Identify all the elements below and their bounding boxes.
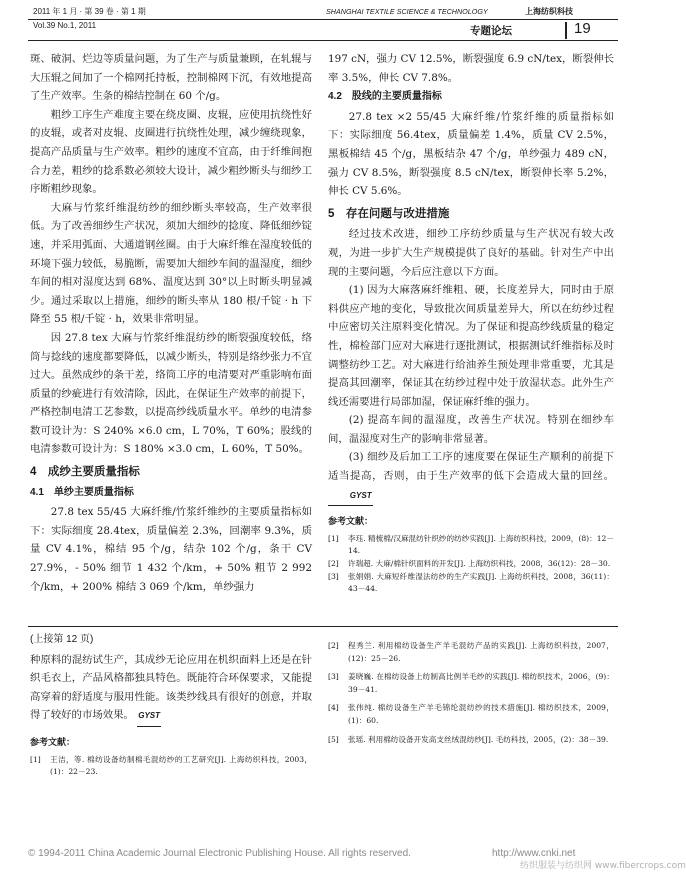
reference-number: [3] <box>328 672 339 682</box>
reference-text: 张娟娟. 大麻短纤维湿法纺纱的生产实践[J]. 上海纺织科技，2008，36(11)：43－44. <box>348 571 614 594</box>
end-mark-logo: GYST <box>328 487 373 507</box>
reference-text: 姜晓巍. 在棉纺设备上纺制高比例羊毛纱的实践[J]. 棉纺织技术，2006，(9)：39－41. <box>348 672 614 694</box>
right-paragraph: 197 cN，强力 CV 12.5%，断裂强度 6.9 cN/tex，断裂伸长率 3.5%，伸长 CV 7.8%。 <box>328 53 614 84</box>
reference-text: 李珏. 精梳棉/汉麻混纺针织纱的纺纱实践[J]. 上海纺织科技，2009，(8)：12－14. <box>348 533 614 556</box>
right-paragraph: (1) 因为大麻落麻纤维粗、硬，长度差异大，同时由于原料供应产地的变化，导致批次间质量差异大，所以在纺纱过程中应密切关注原料变化情况。为了保证和提高纱线质量的稳定性，棉检部门应对大麻进行逐批测试，根据测试纤维指标及时调整纺纱工艺。对大麻进行给油养生预处理非常重要，尤其是提高其回潮率，保证其在纺纱过程中处于放湿状态。此外生产线还需要进行局部加湿，保证麻纤维的强力。 <box>328 284 614 408</box>
page-number-bar <box>565 22 567 39</box>
paragraph-text: (3) 细纱及后加工工序的速度要在保证生产顺利的前提下适当提高，否则，由于生产效率的低下会造成大量的回丝。 <box>328 451 614 483</box>
reference-text: 张伟纯. 棉纺设备生产羊毛锦纶混纺纱的技术措施[J]. 棉纺织技术，2009，(1)：60. <box>348 703 614 725</box>
continued-paragraph <box>30 651 312 727</box>
continued-right-column <box>328 640 614 836</box>
cnki-link[interactable]: http://www.cnki.net <box>492 848 576 859</box>
reference-number: [2] <box>328 641 339 650</box>
reference-number: [3] <box>328 571 339 581</box>
reference-item <box>328 558 614 571</box>
right-paragraph <box>328 448 614 506</box>
reference-text: 张瑶. 利用棉纺设备开发高支丝绒混纺纱[J]. 毛纺科技，2005，(2)：38－39. <box>348 734 609 744</box>
reference-number: [2] <box>328 559 339 569</box>
right-paragraph: 27.8 tex ×2 55/45 大麻纤维/竹浆纤维的质量指标如下：实际细度 56.4tex，质量偏差 1.4%，质量 CV 2.5%，黑板棉结 45 个/g，黑板结杂 47 个/g，单纱强力 489 cN，强力 CV 8.5%，断裂强度 8.5 cN/tex，断裂伸长率 5.2%，伸长 CV 5.6%。 <box>328 110 614 198</box>
journal-name-en: SHANGHAI TEXTILE SCIENCE & TECHNOLOGY <box>326 7 488 16</box>
left-paragraph: 因 27.8 tex 大麻与竹浆纤维混纺纱的断裂强度较低，络筒与捻线的速度都要降低，以减少断头，特别是络纱张力不宜过大。虽然成纱的条干差，络筒工序的电清要对严重影响布面质量的纱疵进行有效清除，因此，在保证生产效率的前提下，严格控制电清工艺参数，以提高纱线质量水平。单纱的电清参数可设计为：S 240% ×6.0 cm，L 70%，T 60%；股线的电清参数可设计为：S 180% ×3.0 cm，L 60%，T 50%。 <box>30 331 312 456</box>
header-rule-bottom <box>28 40 618 41</box>
right-paragraph: 经过技术改进，细纱工序纺纱质量与生产状况有较大改观，为进一步扩大生产规模提供了良好的基础。针对生产中出现的主要问题，今后应注意以下方面。 <box>328 228 614 278</box>
right-paragraph: (2) 提高车间的温湿度，改善生产状况。特别在细纱车间，温湿度对生产的影响非常显著。 <box>328 414 614 445</box>
reference-text: 程秀兰. 利用棉纺设备生产羊毛混纺产品的实践[J]. 上海纺织科技，2007，(12)：25－26. <box>348 641 614 663</box>
reference-list <box>328 533 614 596</box>
section-heading: 5 存在问题与改进措施 <box>328 207 450 220</box>
reference-number: [5] <box>328 734 339 744</box>
left-column <box>30 50 312 616</box>
reference-item <box>328 640 614 665</box>
header-rule <box>28 19 618 20</box>
left-paragraph: 粗纱工序生产难度主要在绕皮圈、皮辊，应使用抗绕性好的皮辊，或者对皮辊、皮圈进行抗绕性处理，减少缠绕现象，提高产品质量与生产效率。粗纱的速度不宜高，由于纤维间抱合力差，粗纱的捻系数必须较大设计，减少粗纱断头与细纱工序断粗纱现象。 <box>30 108 312 196</box>
reference-item <box>328 671 614 696</box>
end-mark-logo: GYST <box>137 707 161 727</box>
section-label: 专题论坛 <box>470 25 512 37</box>
page-number: 19 <box>574 20 591 37</box>
references-title: 参考文献： <box>30 736 76 747</box>
reference-text: 王洁，等. 棉纺设备纺制棉毛混纺纱的工艺研究[J]. 上海纺织科技，2003，(1)：22－23. <box>50 754 312 777</box>
reference-text: 许瑞超. 大麻/棉针织面料的开发[J]. 上海纺织科技，2008，36(12)：28－30. <box>348 559 611 569</box>
reference-item <box>328 702 614 727</box>
journal-name-cn: 上海纺织科技 <box>525 7 573 16</box>
references-title: 参考文献： <box>328 516 374 527</box>
reference-item <box>328 571 614 596</box>
reference-number: [1] <box>328 533 339 543</box>
subsection-heading: 4.1 单纱主要质量指标 <box>30 486 134 498</box>
continued-label: (上接第 12 页) <box>30 634 94 645</box>
right-column <box>328 50 614 620</box>
left-paragraph: 27.8 tex 55/45 大麻纤维/竹浆纤维纱的主要质量指标如下：实际细度 28.4tex，质量偏差 2.3%，回潮率 9.3%，质量 CV 4.1%，棉结 95 个/g，结杂 102 个/g，条干 CV 27.9%，- 50% 细节 1 432 个/km，+ 50% 粗节 2 992 个/km，+ 200% 棉结 3 069 个/km，单纱强力 <box>30 506 312 593</box>
reference-item <box>328 533 614 558</box>
reference-item <box>328 734 614 747</box>
copyright-notice: © 1994-2011 China Academic Journal Electronic Publishing House. All rights reserved. <box>28 848 411 859</box>
issue-line: 2011 年 1 月 · 第 39 卷 · 第 1 期 <box>33 7 146 16</box>
volume-line: Vol.39 No.1, 2011 <box>33 21 97 30</box>
section-separator <box>28 626 618 627</box>
reference-item <box>30 754 312 779</box>
reference-number: [1] <box>30 754 41 764</box>
site-watermark: 纺织服装与纺织网 www.fibercrops.com <box>520 861 686 871</box>
paragraph-text: 种原料的混纺试生产，其成纱无论应用在机织面料上还是在针织毛衣上，产品风格都独具特色。既能符合环保要求，又能提高穿着的舒适度与服用性能。该类纱线具有很好的创意，并取得了较好的市场效果。 <box>30 653 312 722</box>
left-paragraph: 大麻与竹浆纤维混纺纱的细纱断头率较高，生产效率很低。为了改善细纱生产状况，须加大细纱的捻度、降低细纱锭速，并采用弧面、大通道钢丝圈。由于大麻纤维在湿度较低的环境下强力较低，易脆断，需要加大细纱车间的温湿度，细纱车间的相对湿度达到 68%、温度达到 30°以上时断头明显减少。通过采取以上措施，细纱的断头率从 180 根/千锭 · h 下降至 55 根/千锭 · h，效果非常明显。 <box>30 201 312 326</box>
reference-number: [4] <box>328 703 339 713</box>
left-paragraph: 斑、破洞、烂边等质量问题，为了生产与质量兼顾，在轧辊与大压辊之间加了一个棉网托持板，控制棉网下沉，有效地提高了生产效率。生条的棉结控制在 60 个/g。 <box>30 53 312 103</box>
subsection-heading: 4.2 股线的主要质量指标 <box>328 91 442 103</box>
section-heading: 4 成纱主要质量指标 <box>30 466 140 479</box>
continued-left-column <box>30 630 312 838</box>
